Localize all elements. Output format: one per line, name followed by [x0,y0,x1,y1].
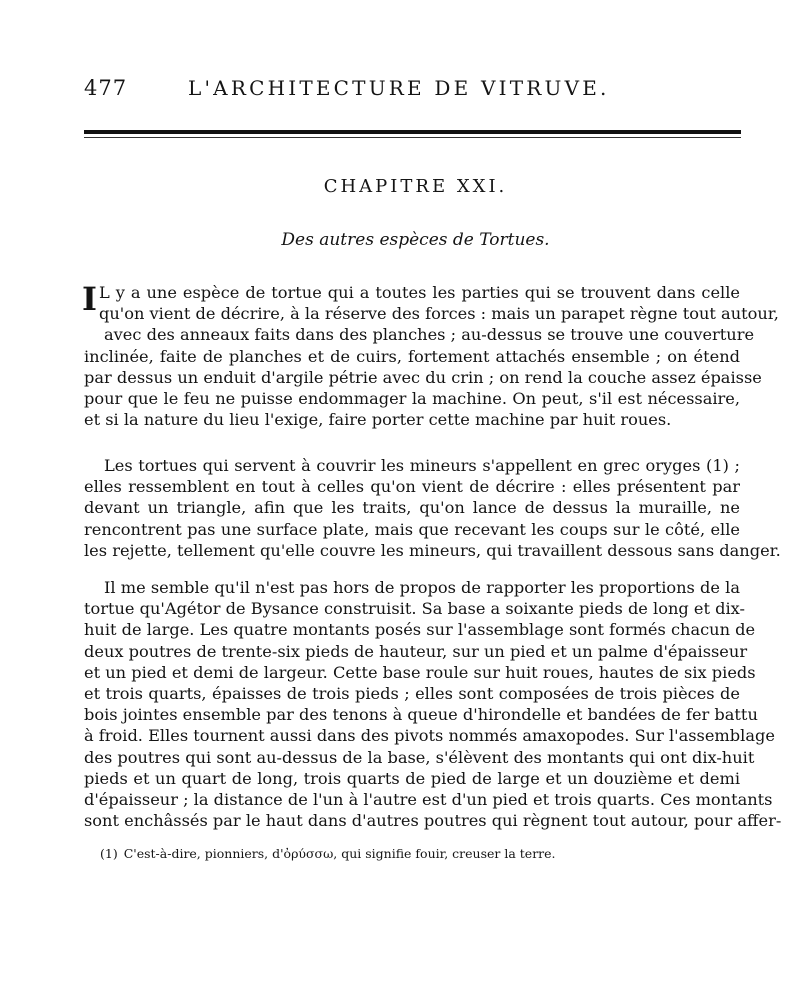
footnote-text: C'est-à-dire, pionniers, d'ὀρύσσω, qui signifie fouir, creuser la terre. [123,846,556,861]
text-line: inclinée, faite de planches et de cuirs, fortement attachés ensemble ; on étend [84,346,740,366]
text-line: qu'on vient de décrire, à la réserve des forces : mais un parapet règne tout autour, [98,304,779,324]
text-line: et un pied et demi de largeur. Cette base roule sur huit roues, hautes de six pieds [84,662,756,682]
running-head [84,72,744,102]
header-rule-thin [84,137,741,138]
text-line: des poutres qui sont au-dessus de la base, s'élèvent des montants qui ont dix-huit [84,747,755,767]
paragraph-1 [82,280,779,430]
text-line: et si la nature du lieu l'exige, faire porter cette machine par huit roues. [84,410,672,430]
text-line: tortue qu'Agétor de Bysance construisit. Sa base a soixante pieds de long et dix- [84,599,745,619]
chapter-title: CHAPITRE XXI. [323,176,508,197]
page-number: 477 [84,76,128,100]
paragraph-3 [84,577,782,831]
footnote [100,846,740,861]
running-title: L'ARCHITECTURE DE VITRUVE. [188,76,610,100]
text-line: deux poutres de trente-six pieds de hauteur, sur un pied et un palme d'épaisseur [84,641,748,661]
paragraph-2 [84,455,781,561]
text-line: bois jointes ensemble par des tenons à queue d'hirondelle et bandées de fer battu [84,705,758,725]
text-line: Les tortues qui servent à couvrir les mineurs s'appellent en grec oryges (1) ; [104,456,740,475]
text-line: devant un triangle, afin que les traits, qu'on lance de dessus la muraille, ne [84,498,740,518]
text-line: pieds et un quart de long, trois quarts de pied de large et un douzième et demi [84,768,740,788]
text-line: Il me semble qu'il n'est pas hors de propos de rapporter les proportions de la [104,578,740,597]
text-line: à froid. Elles tournent aussi dans des pivots nommés amaxopodes. Sur l'assemblage [84,726,775,746]
text-line: sont enchâssés par le haut dans d'autres poutres qui règnent tout autour, pour affer- [84,811,782,831]
text-line: L y a une espèce de tortue qui a toutes les parties qui se trouvent dans celle [98,283,740,302]
chapter-subtitle: Des autres espèces de Tortues. [281,230,550,250]
drop-cap: I [82,280,97,318]
text-line: d'épaisseur ; la distance de l'un à l'autre est d'un pied et trois quarts. Ces montants [84,790,773,810]
text-line: avec des anneaux faits dans des planches ; au-dessus se trouve une couverture [104,325,755,345]
text-line: les rejette, tellement qu'elle couvre les mineurs, qui travaillent dessous sans danger. [84,540,781,560]
text-line: et trois quarts, épaisses de trois pieds ; elles sont composées de trois pièces de [84,684,740,704]
text-line: pour que le feu ne puisse endommager la machine. On peut, s'il est nécessaire, [84,389,740,409]
header-rule-thick [84,130,741,134]
text-line: rencontrent pas une surface plate, mais que recevant les coups sur le côté, elle [84,519,740,539]
text-line: huit de large. Les quatre montants posés sur l'assemblage sont formés chacun de [84,620,756,640]
footnote-marker: (1) [100,846,118,861]
text-line: par dessus un enduit d'argile pétrie avec du crin ; on rend la couche assez épaisse [84,367,762,387]
text-line: elles ressemblent en tout à celles qu'on vient de décrire : elles présentent par [84,477,740,497]
